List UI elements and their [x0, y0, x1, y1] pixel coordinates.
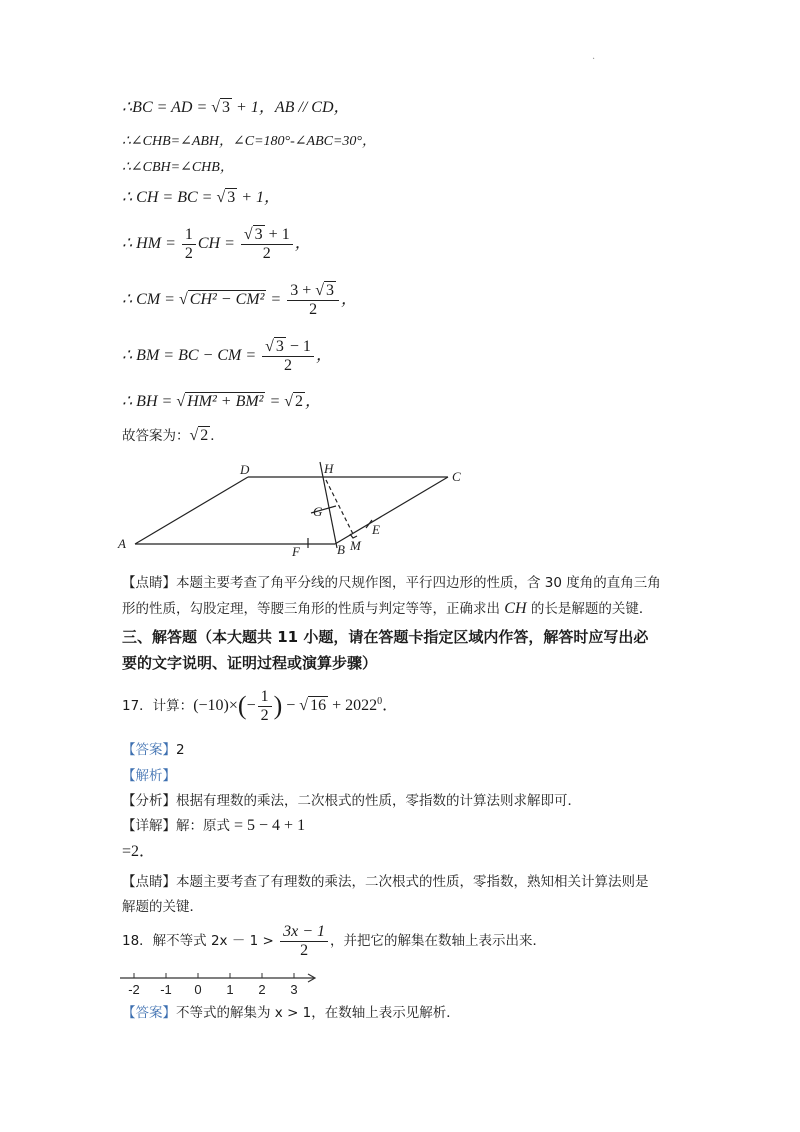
label-d: D [240, 462, 250, 477]
tick-label: 3 [290, 982, 298, 997]
numerator-tail: + 1 [264, 226, 290, 244]
fraction-numerator: 1 [182, 226, 196, 245]
q17-answer [122, 740, 185, 760]
fraction [280, 923, 328, 960]
numerator-head: 3 + [290, 282, 316, 300]
expr-part: − [282, 697, 300, 714]
expr-part: + 2022 [328, 697, 378, 714]
fraction-numerator: 3 + √ 3 [287, 281, 339, 301]
comment-text: 形的性质，勾股定理，等腰三角形的性质与判定等等，正确求出 [122, 601, 505, 617]
sqrt-radicand: 3 [227, 189, 236, 206]
number-line [118, 968, 328, 998]
fraction-denominator: 2 [309, 301, 318, 319]
answer-value: 2 [176, 742, 185, 758]
fraction-denominator: 2 [184, 244, 193, 262]
fraction-denominator: 2 [262, 245, 271, 263]
sqrt-radicand: 3 [222, 99, 231, 116]
expr-part: (−10)× [193, 697, 238, 714]
step-text: + 1，AB // CD， [232, 99, 350, 116]
tick-label: -2 [128, 982, 140, 997]
label-a: A [118, 536, 126, 551]
sqrt-radicand: 3 [254, 226, 263, 244]
answer-line: 故答案为：√ 2 ． [122, 427, 224, 444]
tick-label: 2 [258, 982, 266, 997]
fraction [258, 688, 272, 725]
question-number: 17．计算： [122, 698, 194, 714]
step-text: ∴ CH = BC = [122, 189, 217, 206]
tick-label: 0 [194, 982, 202, 997]
label-f: F [292, 544, 300, 559]
step-text: ， [294, 235, 311, 252]
question-text: 18．解不等式 2x － 1 > [122, 933, 279, 949]
step-text: ， [305, 393, 322, 410]
solution-step-2: ∴∠CHB=∠ABH，∠C=180°-∠ABC=30°， [122, 134, 377, 149]
step-text: = [265, 393, 285, 410]
parallelogram-figure [110, 458, 480, 563]
segment-ad [135, 477, 248, 544]
sqrt-radicand: HM² + BM² [187, 393, 264, 410]
q17-detail [122, 816, 305, 836]
label-h: H [324, 461, 334, 476]
question-18 [122, 920, 546, 961]
fraction-numerator: 3x − 1 [280, 923, 328, 942]
step-text: ∴ CM = [122, 291, 179, 308]
answer-text: 不等式的解集为 x > 1，在数轴上表示见解析． [176, 1005, 460, 1021]
fraction-numerator: √ 3 − 1 [262, 337, 314, 357]
detail-label: 【详解】解：原式 [122, 818, 230, 834]
step-text: CH = [197, 235, 239, 252]
fraction [262, 337, 314, 375]
step-text: ， [341, 291, 358, 308]
q16-comment-line-1: 【点睛】本题主要考查了角平分线的尺规作图，平行四边形的性质，含 30 度角的直角三角 [122, 575, 661, 591]
q17-result: =2． [122, 843, 156, 860]
sqrt-radicand: 3 [275, 338, 284, 356]
fraction-denominator: 2 [284, 357, 293, 375]
step-text: ∴ HM = [122, 235, 180, 252]
solution-step-7 [122, 336, 332, 376]
fraction [182, 226, 196, 263]
q17-comment-line-1: 【点睛】本题主要考查了有理数的乘法，二次根式的性质，零指数，熟知相关计算法则是 [122, 874, 649, 890]
comment-math: CH [504, 600, 527, 617]
q16-comment-line-2 [122, 599, 652, 619]
q17-comment-line-2: 解题的关键． [122, 899, 203, 915]
sqrt-radicand: 16 [310, 697, 327, 714]
sqrt-radicand: 2 [200, 427, 209, 444]
answer-tag: 【答案】 [122, 742, 176, 758]
numerator-tail: − 1 [285, 338, 311, 356]
tick-label: -1 [160, 982, 172, 997]
section-heading-line-2: 要的文字说明、证明过程或演算步骤） [122, 654, 378, 672]
answer-suffix: ． [210, 428, 224, 444]
detail-expr: = 5 − 4 + 1 [230, 817, 306, 834]
exponent: 0 [377, 696, 383, 707]
solution-step-5 [122, 224, 311, 264]
tick-label: 1 [226, 982, 234, 997]
answer-prefix: 故答案为： [122, 428, 190, 444]
label-b: B [337, 542, 345, 557]
fraction-denominator: 2 [300, 941, 309, 959]
q17-analysis-tag: 【解析】 [122, 768, 176, 784]
solution-step-8: ∴ BH = √ HM² + BM² = √ 2 ， [122, 393, 322, 410]
q17-fenxi: 【分析】根据有理数的乘法，二次根式的性质，零指数的计算法则求解即可． [122, 793, 581, 809]
answer-tag: 【答案】 [122, 1005, 176, 1021]
solution-step-1: ∴BC = AD = √ 3 + 1，AB // CD， [122, 99, 350, 116]
step-text: = [266, 291, 286, 308]
section-heading-line-1: 三、解答题（本大题共 11 小题，请在答题卡指定区域内作答，解答时应写出必 [122, 628, 649, 646]
question-17: 17．计算：(−10)×(− $\frac{1}{2}$ ) − √ $16 + 2022^0$． [122, 687, 399, 724]
fraction-denominator: 2 [260, 706, 269, 724]
q18-answer [122, 1003, 460, 1023]
label-g: G [313, 504, 323, 519]
sqrt-radicand: 3 [326, 282, 334, 300]
step-text: ∴ BH = [122, 393, 177, 410]
expr-part: ． [382, 697, 399, 714]
segment-bc [335, 477, 448, 544]
solution-step-4: ∴ CH = BC = √ 3 + 1， [122, 189, 281, 206]
fraction [241, 225, 293, 263]
fraction [287, 281, 339, 319]
label-e: E [372, 522, 380, 537]
label-m: M [350, 538, 361, 553]
question-text: ，并把它的解集在数轴上表示出来． [330, 933, 547, 949]
step-text: + 1， [237, 189, 281, 206]
label-c: C [452, 469, 461, 484]
comment-text: 的长是解题的关键． [526, 601, 653, 617]
corner-mark: · [592, 54, 596, 65]
step-text: ∴BC = AD = [122, 99, 212, 116]
fraction-numerator: 1 [258, 688, 272, 707]
fraction-numerator: √ 3 + 1 [241, 225, 293, 245]
sqrt-radicand: CH² − CM² [189, 291, 265, 308]
solution-step-3: ∴∠CBH=∠CHB， [122, 160, 234, 175]
solution-step-6: ∴ CM = √ CH² − CM² = $\frac{3 + √ 3}{2}$ ， [122, 282, 358, 319]
sqrt-radicand: 2 [295, 393, 304, 410]
step-text: ， [315, 347, 332, 364]
step-text: ∴ BM = BC − CM = [122, 347, 261, 364]
